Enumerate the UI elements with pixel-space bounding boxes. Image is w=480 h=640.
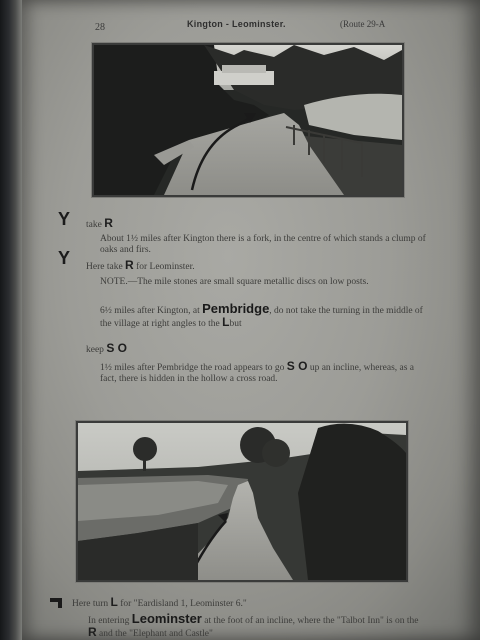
route-number: (Route 29-A <box>340 19 386 29</box>
take-prefix: take <box>86 220 102 230</box>
note-paragraph: NOTE.—The mile stones are small square metallic discs on low posts. <box>100 277 369 287</box>
pembridge-after: , do not take the turning in the middle of the village at right angles to the <box>100 306 423 329</box>
leominster-after: at the foot of an incline, where the "Talbot Inn" is on the <box>204 616 419 626</box>
after-pembridge-after: up an incline, whereas, as a fact, there is hidden in the hollow a cross road. <box>100 363 415 384</box>
direction-l-2: L <box>110 595 118 609</box>
after-pembridge-before: 1½ miles after Pembridge the road appears to go <box>100 363 285 373</box>
pembridge-before: 6½ miles after Kington, at <box>100 306 200 316</box>
direction-r-2: R <box>125 258 134 272</box>
direction-so: S O <box>106 341 127 355</box>
here-take-text: Here take <box>86 262 123 272</box>
pembridge-tail: but <box>229 319 242 329</box>
direction-r-3: R <box>88 625 97 639</box>
direction-so-2: S O <box>286 359 308 373</box>
page-number: 28 <box>95 22 105 33</box>
fork-description: About 1½ miles after Kington there is a fork, in the centre of which stands a clump of oaks and firs. <box>100 234 426 255</box>
book-page <box>22 0 480 640</box>
direction-l: L <box>222 315 230 329</box>
keep-prefix: keep <box>86 345 104 355</box>
turn-left-paragraph <box>72 597 432 610</box>
turn-prefix: Here turn <box>72 599 109 609</box>
bottom-text <box>22 0 480 640</box>
running-title: Kington - Leominster. <box>187 19 286 29</box>
direction-r: R <box>104 216 113 230</box>
leominster-place: Leominster <box>131 611 202 626</box>
here-take-suffix: for Leominster. <box>136 262 195 272</box>
leominster-paragraph <box>88 613 428 640</box>
leominster-before: In entering <box>88 616 130 626</box>
fork-sign-icon-2: Y <box>58 248 71 268</box>
book-spine <box>0 0 22 640</box>
leominster-tail: and the "Elephant and Castle" <box>99 629 213 639</box>
turn-suffix: for "Eardisland 1, Leominster 6." <box>120 599 247 609</box>
fork-sign-icon: Y <box>58 209 71 229</box>
pembridge-place: Pembridge <box>202 301 270 316</box>
